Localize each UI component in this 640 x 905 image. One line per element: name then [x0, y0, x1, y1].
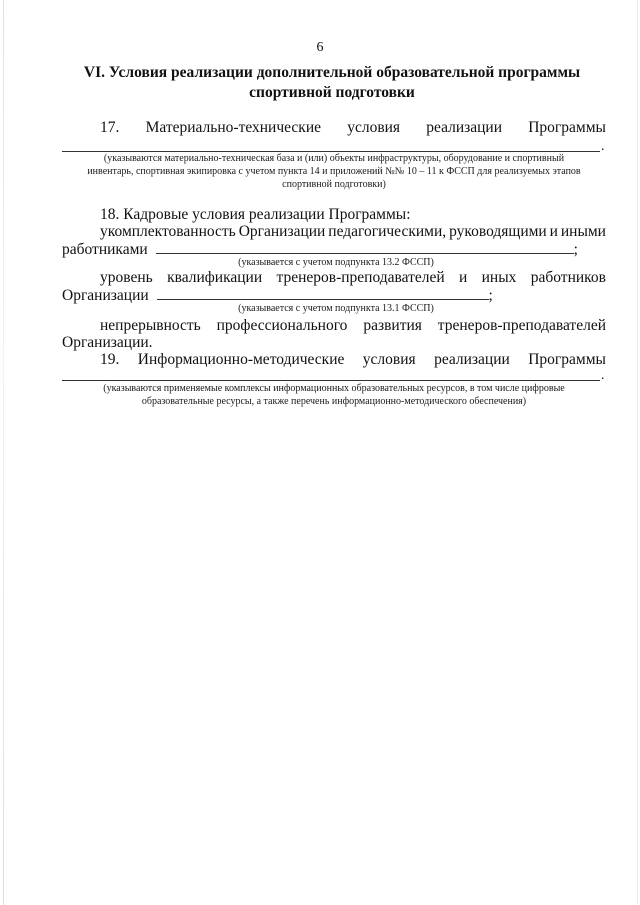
qualification-note: (указывается с учетом подпункта 13.1 ФССП) [238, 303, 434, 314]
qualification-cont-label: Организации [62, 287, 149, 304]
item-19-note-line-2: образовательные ресурсы, а также перечень информационно-методического обеспечения) [141, 396, 527, 407]
item-17-word: реализации [426, 119, 503, 136]
continuous-word: тренеров-преподавателей [437, 317, 606, 334]
item-19-word: Информационно-методические [137, 351, 345, 368]
item-18-staffing-line [62, 222, 606, 242]
item-17-blank-end: . [601, 139, 605, 154]
qualification-end: ; [488, 287, 493, 304]
qualification-word: уровень [100, 269, 153, 286]
item-17-line [62, 118, 606, 138]
page-edge-left [3, 0, 4, 905]
page-edge-right [637, 0, 638, 905]
item-17-note [62, 152, 606, 191]
item-19-word: Программы [528, 351, 606, 368]
item-17-note-line-2: инвентарь, спортивная экипировка с учетом пункта 14 и приложений №№ 10 – 11 к ФССП для реализуемых этапов [87, 166, 581, 177]
item-19-blank-end: . [601, 368, 605, 383]
continuous-word: профессионального [216, 317, 348, 334]
page-number: 6 [316, 40, 324, 55]
staffing-end: ; [573, 241, 578, 258]
qualification-blank [157, 287, 489, 300]
item-18-heading: 18. Кадровые условия реализации Программы: [100, 206, 411, 223]
item-18-qualification-line [62, 268, 606, 288]
staffing-word: руководящими [449, 223, 547, 240]
item-19-blank-line [62, 380, 600, 381]
item-17-word: Материально-технические [145, 119, 321, 136]
section-title-line-1: VI. Условия реализации дополнительной образовательной программы [83, 64, 581, 81]
qualification-word: тренеров-преподавателей [276, 269, 445, 286]
qualification-word: иных [481, 269, 517, 286]
qualification-word: квалификации [167, 269, 263, 286]
staffing-word: укомплектованность [100, 223, 236, 240]
item-19-word: реализации [434, 351, 510, 368]
item-17-word: Программы [528, 119, 606, 136]
staffing-word: педагогическими, [328, 223, 447, 240]
item-17-note-line-3: спортивной подготовки) [282, 179, 386, 190]
section-title [62, 63, 602, 103]
staffing-cont-label: работниками [62, 241, 148, 258]
staffing-note: (указывается с учетом подпункта 13.2 ФССП) [238, 257, 434, 268]
item-19-line [62, 350, 606, 370]
continuous-word: развития [363, 317, 422, 334]
item-17-word: условия [347, 119, 401, 136]
staffing-word: Организации [238, 223, 326, 240]
item-18-continuous-cont: Организации. [62, 334, 153, 351]
item-17-word: 17. [100, 119, 120, 136]
item-17-note-line-1: (указываются материально-техническая база и (или) объекты инфраструктуры, оборудование и спортивный [103, 153, 565, 164]
qualification-word: работников [530, 269, 606, 286]
staffing-blank [156, 241, 574, 254]
item-19-note [62, 382, 606, 408]
item-19-word: условия [362, 351, 416, 368]
qualification-word: и [459, 269, 468, 286]
item-19-note-line-1: (указываются применяемые комплексы информационных образовательных ресурсов, в том числе цифровые [103, 383, 565, 394]
continuous-word: непрерывность [100, 317, 201, 334]
item-19-word: 19. [100, 351, 120, 368]
staffing-word: и [549, 223, 558, 240]
section-title-line-2: спортивной подготовки [249, 84, 415, 101]
staffing-word: иными [560, 223, 606, 240]
